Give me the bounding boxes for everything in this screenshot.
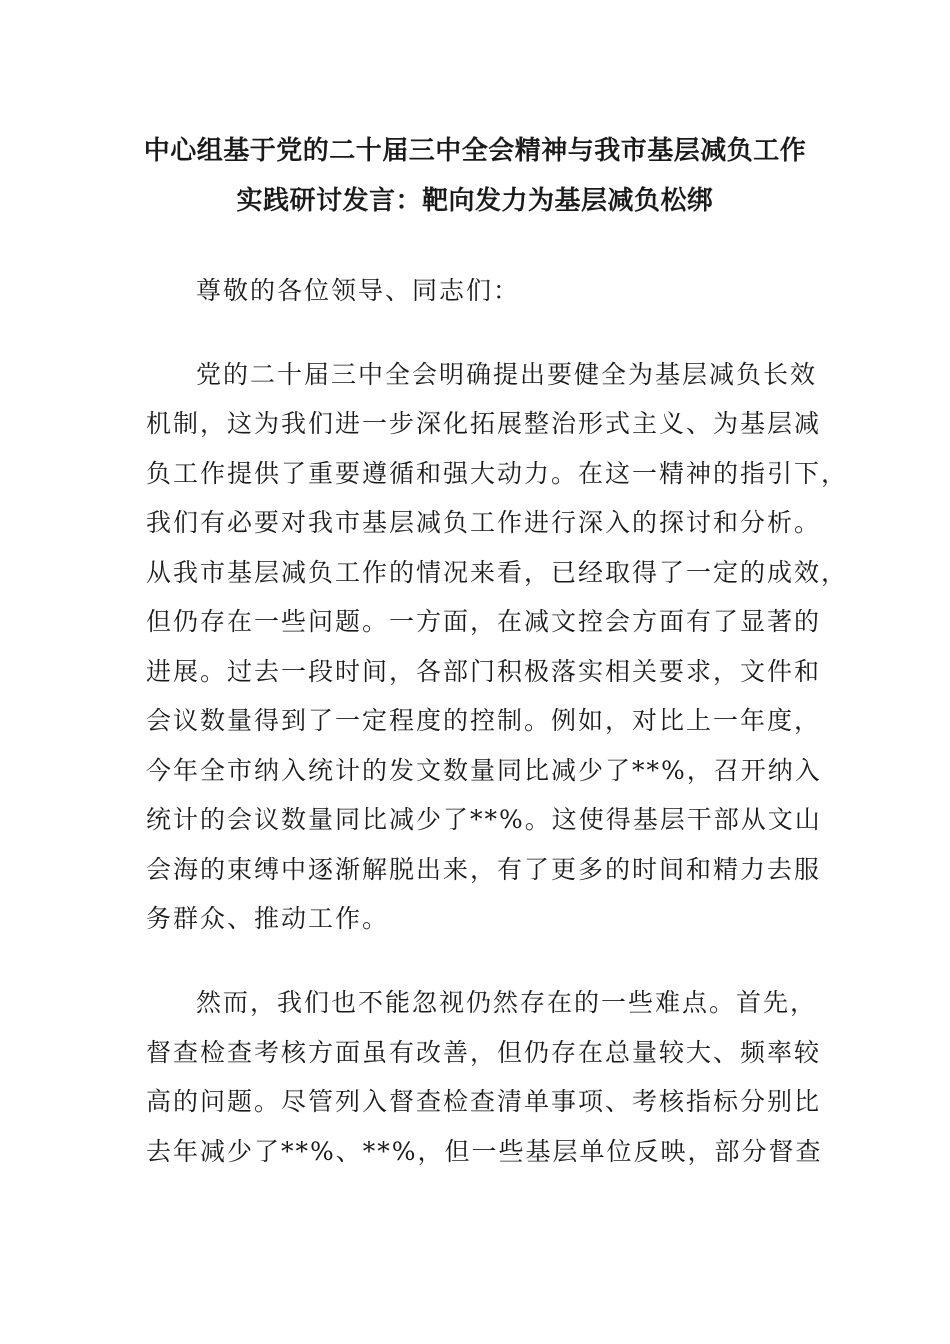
salutation: 尊敬的各位领导、同志们： [196, 276, 521, 305]
document-title-line-2: 实践研讨发言：靶向发力为基层减负松绑 [236, 186, 714, 216]
paragraph-line: 督查检查考核方面虽有改善，但仍存在总量较大、频率较 [146, 1038, 822, 1067]
paragraph-line: 然而，我们也不能忽视仍然存在的一些难点。首先， [196, 988, 818, 1017]
paragraph-line: 今年全市纳入统计的发文数量同比减少了**%，召开纳入 [146, 756, 822, 785]
paragraph-line: 从我市基层减负工作的情况来看，已经取得了一定的成效， [146, 558, 849, 587]
paragraph-line: 负工作提供了重要遵循和强大动力。在这一精神的指引下， [146, 459, 849, 488]
paragraph-line: 会议数量得到了一定程度的控制。例如，对比上一年度， [146, 706, 822, 735]
paragraph-line: 党的二十届三中全会明确提出要健全为基层减负长效 [196, 360, 818, 389]
paragraph-line: 统计的会议数量同比减少了**%。这使得基层干部从文山 [146, 805, 822, 834]
document-title-line-1: 中心组基于党的二十届三中全会精神与我市基层减负工作 [143, 136, 807, 166]
paragraph-line: 我们有必要对我市基层减负工作进行深入的探讨和分析。 [146, 508, 822, 537]
paragraph-line: 去年减少了**%、**%，但一些基层单位反映，部分督查 [146, 1137, 823, 1166]
paragraph-line: 机制，这为我们进一步深化拓展整治形式主义、为基层减 [146, 409, 822, 438]
paragraph-line: 但仍存在一些问题。一方面，在减文控会方面有了显著的 [146, 607, 822, 636]
paragraph-line: 高的问题。尽管列入督查检查清单事项、考核指标分别比 [146, 1087, 822, 1116]
paragraph-line: 务群众、推动工作。 [146, 904, 390, 933]
paragraph-line: 会海的束缚中逐渐解脱出来，有了更多的时间和精力去服 [146, 855, 822, 884]
paragraph-line: 进展。过去一段时间，各部门积极落实相关要求，文件和 [146, 657, 822, 686]
